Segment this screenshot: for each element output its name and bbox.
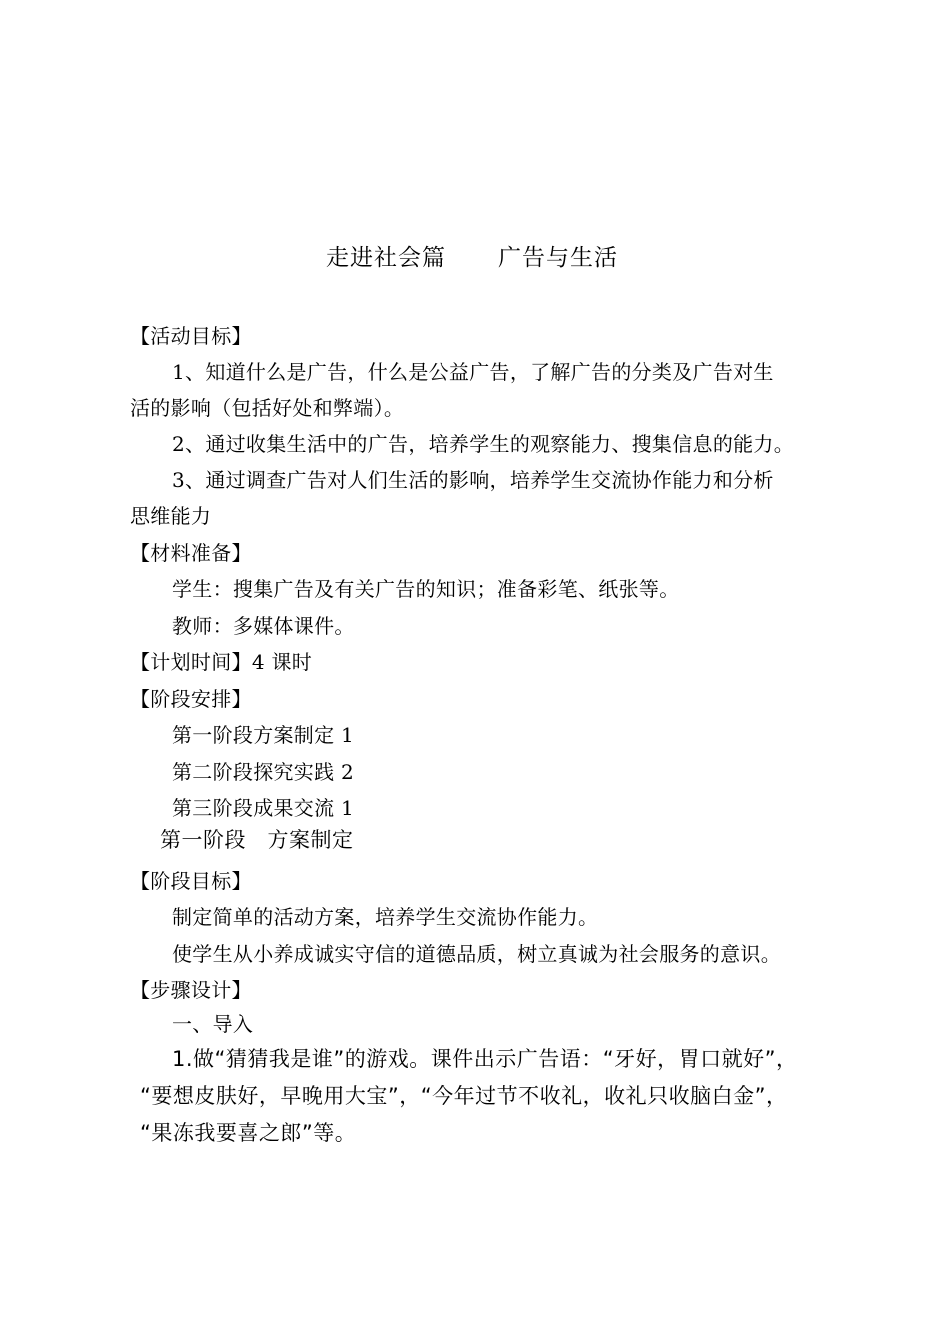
step-1-line-2: “要想皮肤好，早晚用大宝”，“今年过节不收礼，收礼只收脑白金”， bbox=[140, 1084, 788, 1108]
heading-step-design: 【步骤设计】 bbox=[130, 978, 252, 1002]
goal-item-3-line-1: 3、通过调查广告对人们生活的影响，培养学生交流协作能力和分析 bbox=[172, 468, 774, 492]
stage-one-title: 第一阶段 方案制定 bbox=[160, 828, 354, 852]
title-right: 广告与生活 bbox=[498, 245, 618, 271]
step-1-title: 一、导入 bbox=[172, 1012, 254, 1036]
heading-planned-time: 【计划时间】 bbox=[130, 650, 252, 674]
goal-item-2: 2、通过收集生活中的广告，培养学生的观察能力、搜集信息的能力。 bbox=[172, 432, 795, 456]
document-title bbox=[326, 243, 618, 273]
materials-teacher: 教师：多媒体课件。 bbox=[172, 614, 355, 638]
step-1-line-3: “果冻我要喜之郎”等。 bbox=[140, 1121, 357, 1145]
goal-item-1-line-1: 1、知道什么是广告，什么是公益广告，了解广告的分类及广告对生 bbox=[172, 360, 774, 384]
stage-item-1: 第一阶段方案制定 1 bbox=[172, 723, 355, 747]
stage-goal-2: 使学生从小养成诚实守信的道德品质，树立真诚为社会服务的意识。 bbox=[172, 942, 781, 966]
heading-activity-goals: 【活动目标】 bbox=[130, 324, 252, 348]
stage-item-3: 第三阶段成果交流 1 bbox=[172, 796, 355, 820]
stage-goal-1: 制定简单的活动方案，培养学生交流协作能力。 bbox=[172, 905, 599, 929]
planned-time-row bbox=[130, 649, 312, 675]
heading-stage-arrangement: 【阶段安排】 bbox=[130, 687, 252, 711]
materials-students: 学生：搜集广告及有关广告的知识；准备彩笔、纸张等。 bbox=[172, 577, 680, 601]
goal-item-3-line-2: 思维能力 bbox=[130, 504, 212, 528]
step-1-line-1: 1.做“猜猜我是谁”的游戏。课件出示广告语：“牙好，胃口就好”， bbox=[172, 1047, 798, 1071]
stage-item-2: 第二阶段探究实践 2 bbox=[172, 760, 355, 784]
goal-item-1-line-2: 活的影响（包括好处和弊端）。 bbox=[130, 396, 405, 420]
title-left: 走进社会篇 bbox=[326, 245, 446, 271]
heading-materials: 【材料准备】 bbox=[130, 541, 252, 565]
planned-time-value: 4 课时 bbox=[251, 650, 313, 674]
heading-stage-goals: 【阶段目标】 bbox=[130, 869, 252, 893]
